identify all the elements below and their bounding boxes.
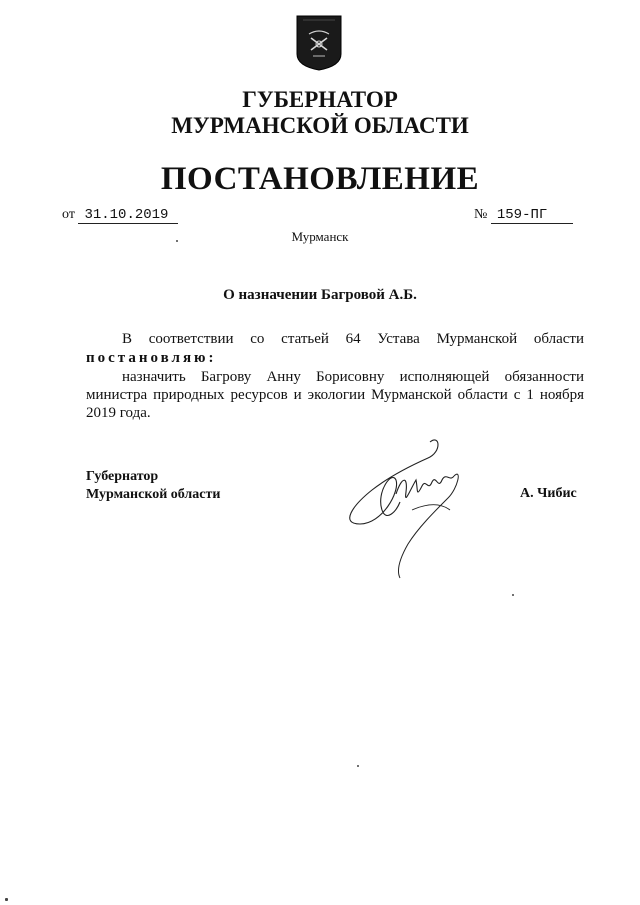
body-paragraph-1: В соответствии со статьей 64 Устава Мурманской области xyxy=(122,331,584,347)
org-title-line-2: МУРМАНСКОЙ ОБЛАСТИ xyxy=(171,113,469,138)
scan-speck xyxy=(512,594,514,596)
resolve-word: постановляю: xyxy=(86,350,217,366)
number-value: 159-ПГ xyxy=(491,207,573,224)
signer-position-line-1: Губернатор xyxy=(86,469,159,484)
document-type-title: ПОСТАНОВЛЕНИЕ xyxy=(160,161,480,197)
handwritten-signature-icon xyxy=(330,432,480,582)
signer-position-line-2: Мурманской области xyxy=(86,487,221,502)
document-date xyxy=(62,207,178,224)
scan-speck xyxy=(5,898,8,901)
signer-name: А. Чибис xyxy=(520,486,577,501)
city-label: Мурманск xyxy=(291,229,349,244)
date-prefix: от xyxy=(62,207,75,222)
scan-speck xyxy=(176,240,178,242)
document-number xyxy=(474,207,573,224)
date-value: 31.10.2019 xyxy=(78,207,178,224)
scan-speck xyxy=(357,765,359,767)
coat-of-arms-icon xyxy=(295,14,343,72)
number-prefix: № xyxy=(474,207,488,222)
org-title-line-1: ГУБЕРНАТОР xyxy=(242,87,398,112)
document-subject: О назначении Багровой А.Б. xyxy=(223,287,417,303)
signer-position xyxy=(86,468,220,504)
body-paragraph-2: назначить Багрову Анну Борисовну исполняющей обязанности министра природных ресурсов и экологии Мурманской области с 1 ноября 2019 года. xyxy=(86,369,584,421)
